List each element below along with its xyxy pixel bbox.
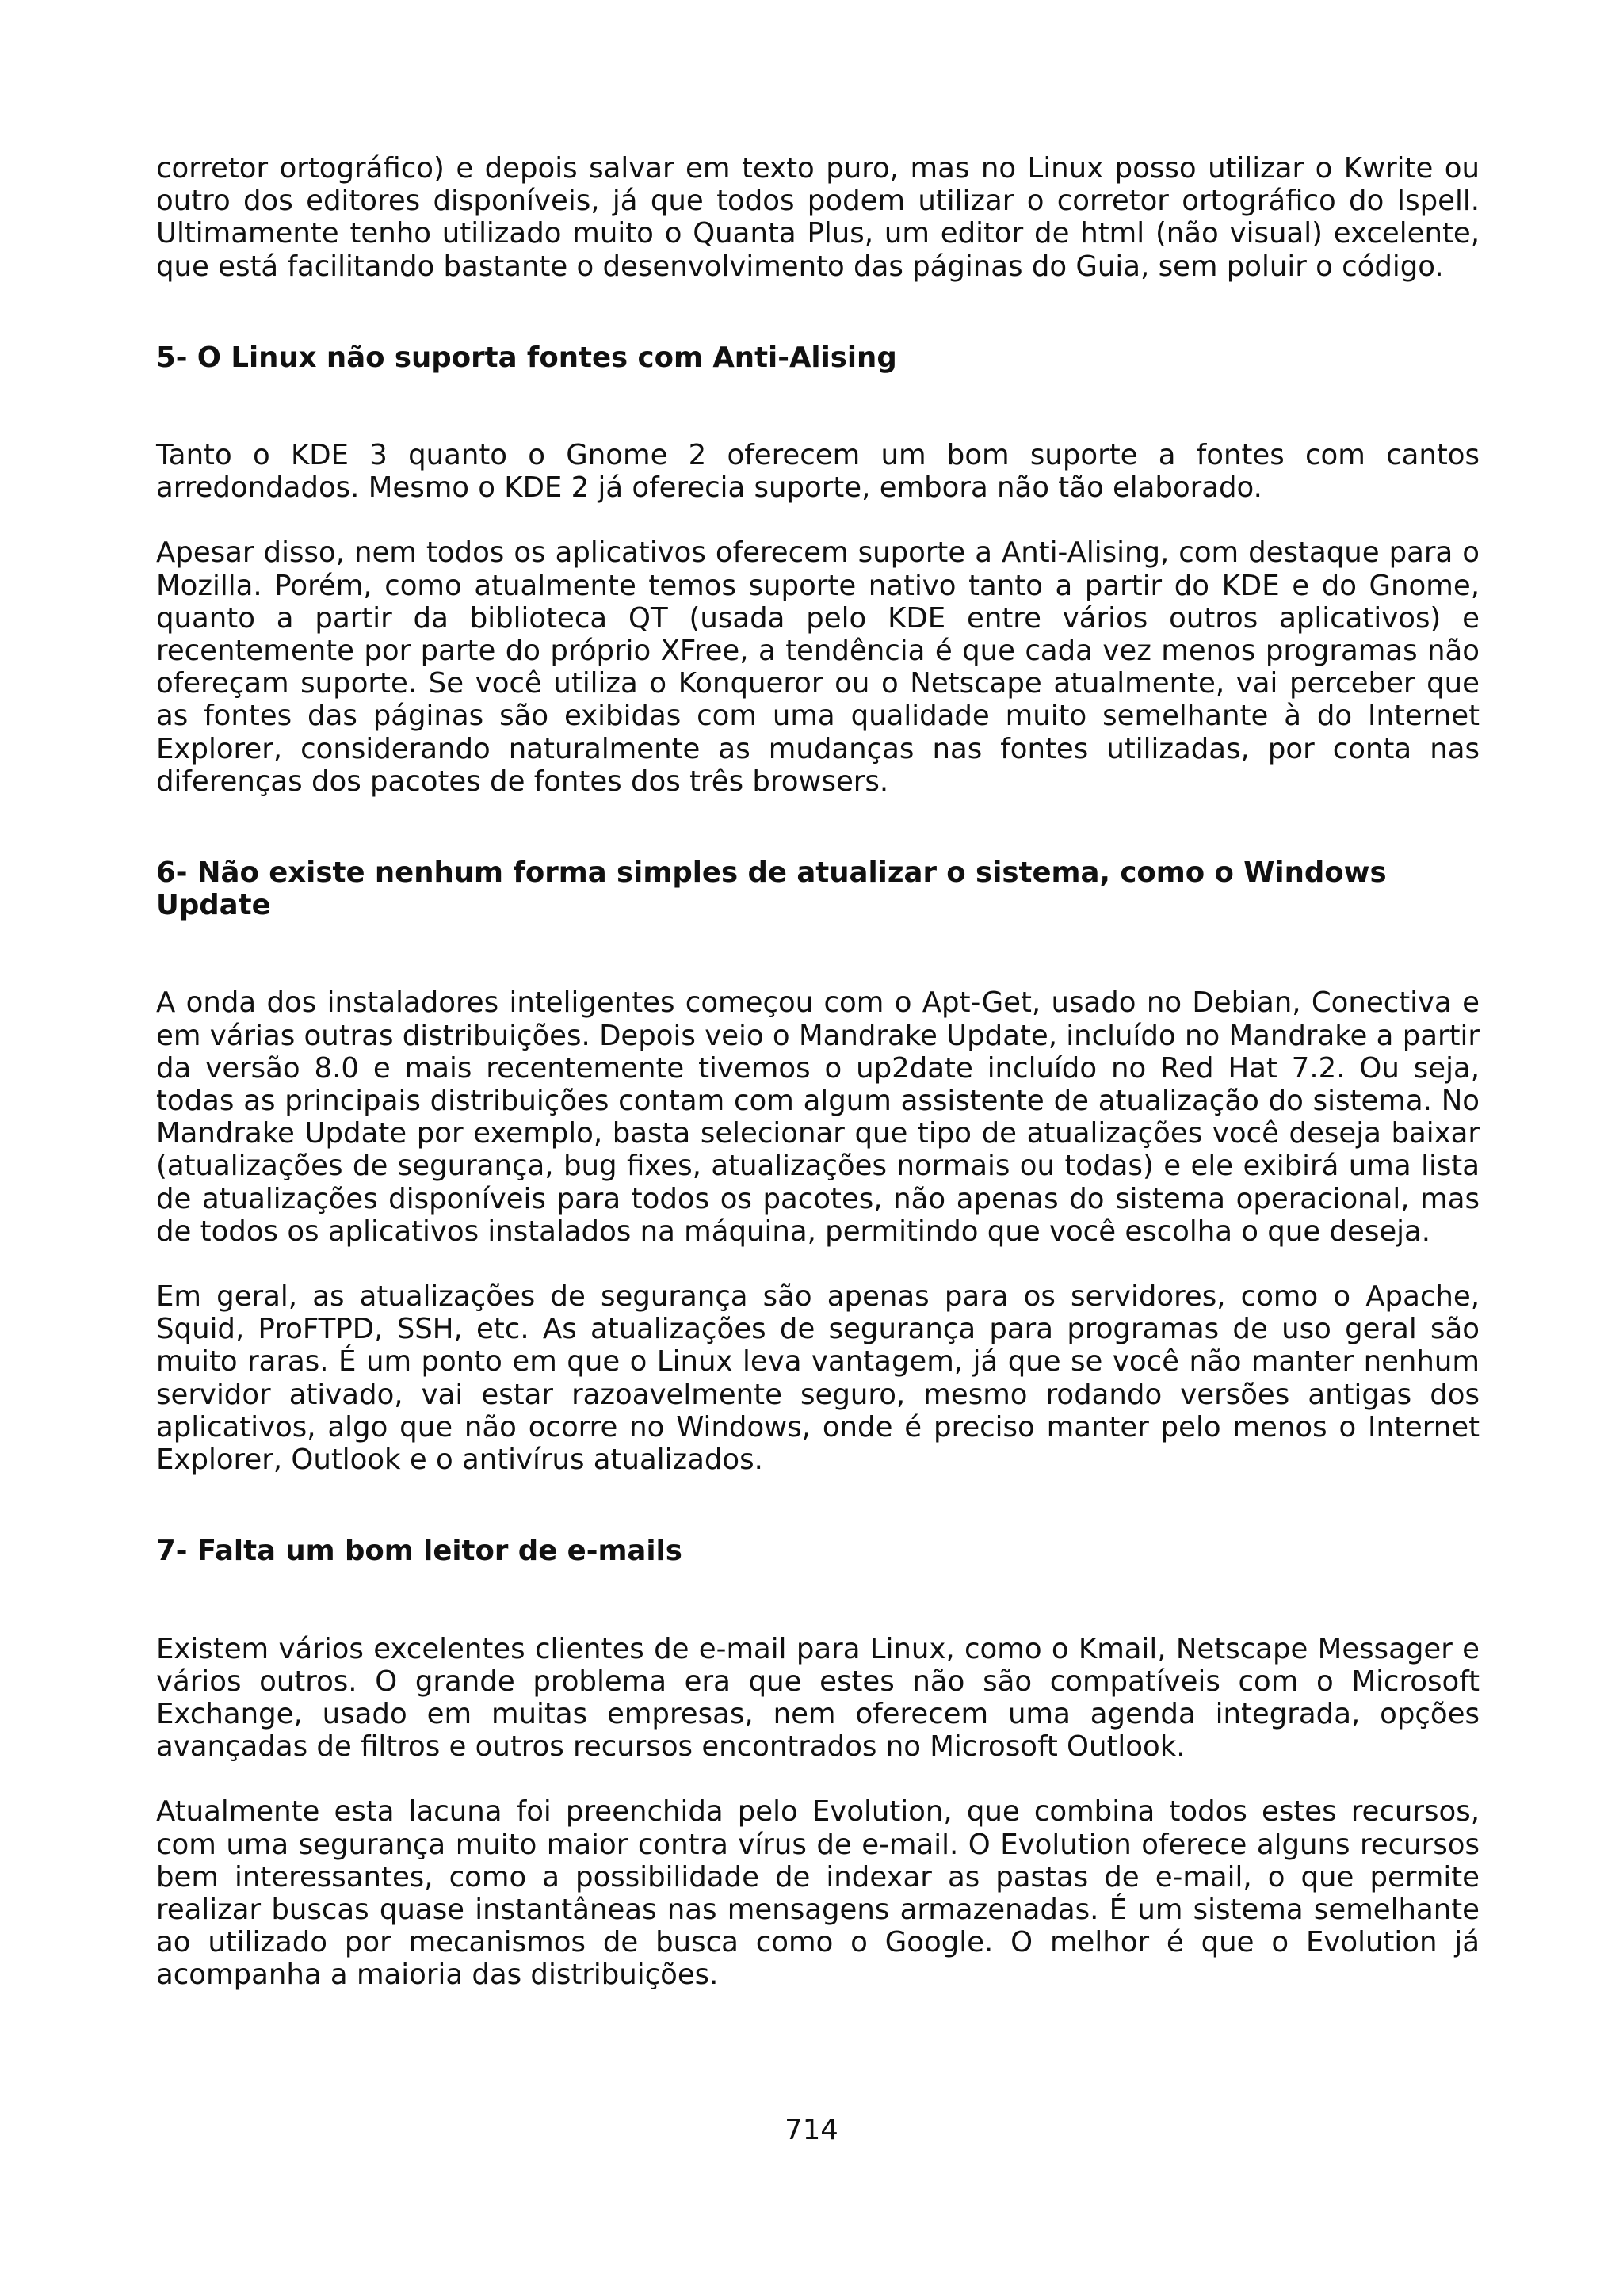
paragraph-7b: Atualmente esta lacuna foi preenchida pelo Evolution, que combina todos estes recursos, com uma segurança muito maior contra vírus de e-mail. O Evolution oferece alguns recursos bem interessantes, como a possibilidade de indexar as pastas de e-mail, o que permite realizar buscas quase instantâneas nas mensagens armazenadas. É um sistema semelhante ao utilizado por mecanismos de busca como o Google. O melhor é que o Evolution já acompanha a maioria das distribuições. [156,1795,1480,1992]
paragraph-5a: Tanto o KDE 3 quanto o Gnome 2 oferecem um bom suporte a fontes com cantos arredondados. Mesmo o KDE 2 já oferecia suporte, embora não tão elaborado. [156,439,1480,505]
page-body [156,152,1480,1992]
section-heading-5: 5- O Linux não suporta fontes com Anti-Alising [156,341,897,374]
page-number: 714 [785,2114,838,2146]
paragraph-6b: Em geral, as atualizações de segurança são apenas para os servidores, como o Apache, Squid, ProFTPD, SSH, etc. As atualizações de segurança para programas de uso geral são muito raras. É um ponto em que o Linux leva vantagem, já que se você não manter nenhum servidor ativado, vai estar razoavelmente seguro, mesmo rodando versões antigas dos aplicativos, algo que não ocorre no Windows, onde é preciso manter pelo menos o Internet Explorer, Outlook e o antivírus atualizados. [156,1280,1480,1477]
paragraph-7a: Existem vários excelentes clientes de e-mail para Linux, como o Kmail, Netscape Messager e vários outros. O grande problema era que estes não são compatíveis com o Microsoft Exchange, usado em muitas empresas, nem oferecem uma agenda integrada, opções avançadas de filtros e outros recursos encontrados no Microsoft Outlook. [156,1632,1480,1764]
paragraph-5b: Apesar disso, nem todos os aplicativos oferecem suporte a Anti-Alising, com destaque para o Mozilla. Porém, como atualmente temos suporte nativo tanto a partir do KDE e do Gnome, quanto a partir da biblioteca QT (usada pelo KDE entre vários outros aplicativos) e recentemente por parte do próprio XFree, a tendência é que cada vez menos programas não ofereçam suporte. Se você utiliza o Konqueror ou o Netscape atualmente, vai perceber que as fontes das páginas são exibidas com uma qualidade muito semelhante à do Internet Explorer, considerando naturalmente as mudanças nas fontes utilizadas, por conta nas diferenças dos pacotes de fontes dos três browsers. [156,536,1480,798]
paragraph-intro-continuation: corretor ortográfico) e depois salvar em texto puro, mas no Linux posso utilizar o Kwrite ou outro dos editores disponíveis, já que todos podem utilizar o corretor ortográfico do Ispell. Ultimamente tenho utilizado muito o Quanta Plus, um editor de html (não visual) excelente, que está facilitando bastante o desenvolvimento das páginas do Guia, sem poluir o código. [156,152,1480,283]
section-heading-6: 6- Não existe nenhum forma simples de atualizar o sistema, como o Windows Update [156,856,1387,922]
section-heading-7: 7- Falta um bom leitor de e-mails [156,1535,682,1568]
paragraph-6a: A onda dos instaladores inteligentes começou com o Apt-Get, usado no Debian, Conectiva e em várias outras distribuições. Depois veio o Mandrake Update, incluído no Mandrake a partir da versão 8.0 e mais recentemente tivemos o up2date incluído no Red Hat 7.2. Ou seja, todas as principais distribuições contam com algum assistente de atualização do sistema. No Mandrake Update por exemplo, basta selecionar que tipo de atualizações você deseja baixar (atualizações de segurança, bug fixes, atualizações normais ou todas) e ele exibirá uma lista de atualizações disponíveis para todos os pacotes, não apenas do sistema operacional, mas de todos os aplicativos instalados na máquina, permitindo que você escolha o que deseja. [156,986,1480,1248]
